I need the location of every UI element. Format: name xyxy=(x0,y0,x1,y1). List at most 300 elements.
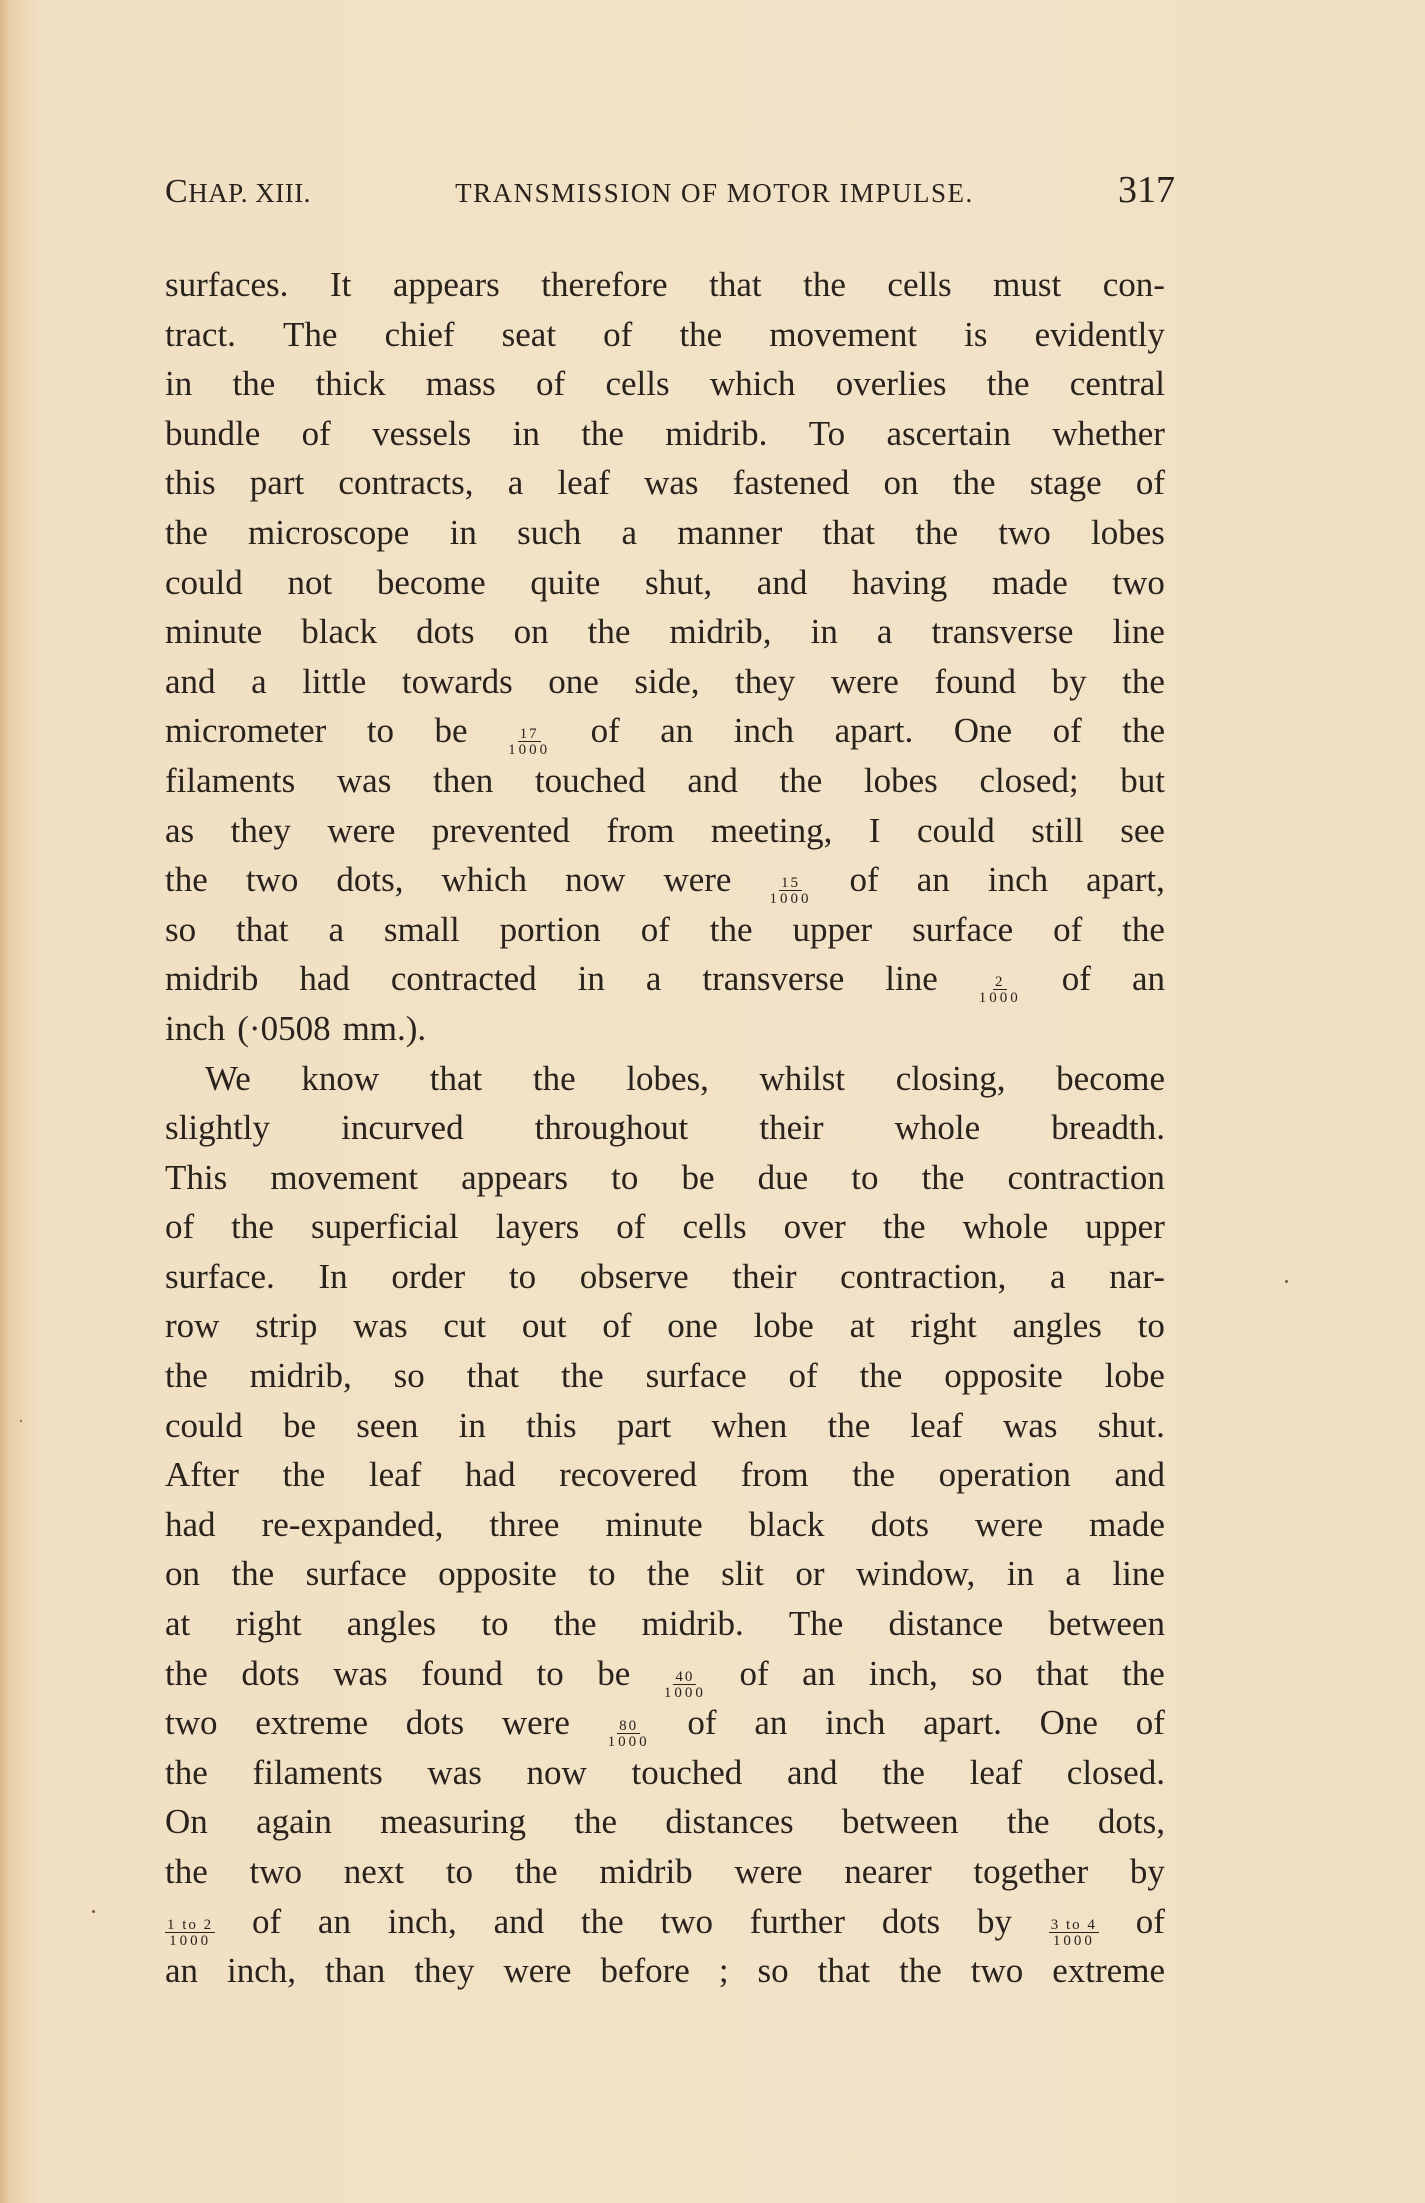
word: next xyxy=(343,1852,405,1891)
fraction-numerator: 17 xyxy=(519,726,539,743)
word: the xyxy=(827,1405,871,1445)
word: were xyxy=(327,810,396,850)
word: seat xyxy=(501,314,557,354)
word: midrib. xyxy=(665,413,768,453)
word: two xyxy=(1112,562,1165,602)
word: midrib xyxy=(165,959,259,999)
word: measuring xyxy=(380,1802,526,1842)
word: minute xyxy=(605,1504,703,1544)
word: so xyxy=(971,1653,1003,1693)
word: which xyxy=(709,364,796,404)
word: small xyxy=(383,909,460,949)
word: midrib, xyxy=(249,1356,352,1396)
text-line xyxy=(165,657,1165,707)
word: window, xyxy=(856,1554,976,1594)
word: the xyxy=(581,413,624,453)
word: and xyxy=(756,562,808,602)
word: be xyxy=(282,1405,317,1445)
word: and xyxy=(687,760,738,800)
word: by xyxy=(976,1901,1012,1941)
word: line xyxy=(1112,1554,1165,1594)
word: the xyxy=(574,1802,618,1842)
word: shut, xyxy=(645,562,713,602)
word: were xyxy=(975,1504,1044,1544)
word: superficial xyxy=(310,1207,459,1247)
word: the xyxy=(1006,1802,1050,1842)
text-line xyxy=(165,1054,1165,1104)
text-line xyxy=(165,706,1165,759)
fraction-denominator: 1000 xyxy=(607,1734,650,1751)
word: from xyxy=(606,810,675,850)
word: the xyxy=(1122,711,1165,751)
word: now xyxy=(526,1752,587,1792)
word: upper xyxy=(1085,1207,1165,1247)
word: an xyxy=(660,711,694,751)
word: the xyxy=(882,1752,925,1792)
word: inch, xyxy=(227,1951,297,1991)
word: of xyxy=(739,1653,769,1693)
word: of xyxy=(788,1356,818,1396)
word: had xyxy=(299,959,350,999)
word: inch xyxy=(733,711,795,751)
word: a xyxy=(1050,1256,1066,1296)
word: still xyxy=(1031,810,1084,850)
word: they xyxy=(414,1951,475,1991)
word: between xyxy=(841,1802,959,1842)
text-line xyxy=(165,1946,1165,1996)
running-header xyxy=(165,168,1175,218)
word: inch, xyxy=(387,1901,457,1941)
word: out xyxy=(521,1306,567,1346)
text-line xyxy=(165,310,1165,360)
word: closed. xyxy=(1066,1752,1165,1792)
word: at xyxy=(165,1604,191,1644)
word: opposite xyxy=(944,1356,1063,1396)
text-line xyxy=(165,1649,1165,1699)
word: the xyxy=(231,1554,275,1594)
word: two xyxy=(660,1901,713,1941)
word: part xyxy=(616,1405,672,1445)
word: line xyxy=(885,959,938,999)
word: slightly xyxy=(165,1108,271,1148)
word: inch xyxy=(987,860,1049,900)
word: distances xyxy=(665,1802,794,1842)
word: of xyxy=(590,711,620,751)
word: filaments xyxy=(252,1752,383,1792)
word: the xyxy=(165,1356,208,1396)
word: The xyxy=(283,314,338,354)
fraction-denominator: 1000 xyxy=(169,1932,212,1949)
text-line xyxy=(165,756,1165,806)
word: opposite xyxy=(438,1554,557,1594)
word: were xyxy=(503,1951,572,1991)
word: transverse xyxy=(931,612,1074,652)
text-line xyxy=(165,1301,1165,1351)
word: black xyxy=(301,612,378,652)
word: that xyxy=(236,909,289,949)
word: to xyxy=(536,1653,564,1693)
word: the xyxy=(282,1455,326,1495)
word: a xyxy=(645,959,662,999)
word: of xyxy=(616,1207,646,1247)
word: mm.). xyxy=(342,1008,427,1048)
word: (·0508 xyxy=(237,1008,331,1048)
word: apart. xyxy=(923,1703,1002,1743)
word: a xyxy=(251,661,267,701)
word: one xyxy=(667,1306,718,1346)
word: towards xyxy=(401,661,513,701)
word: dots xyxy=(870,1504,929,1544)
word: cells xyxy=(605,364,670,404)
word: the xyxy=(165,860,208,900)
word: the xyxy=(587,612,631,652)
word: nar- xyxy=(1109,1256,1165,1296)
word: the xyxy=(921,1157,965,1197)
word: angles xyxy=(346,1604,437,1644)
word: were xyxy=(734,1852,803,1891)
word: know xyxy=(301,1058,380,1098)
word: the xyxy=(1122,909,1165,949)
word: line xyxy=(1112,612,1165,652)
word: a xyxy=(507,463,524,503)
word: to xyxy=(588,1554,616,1594)
word: of xyxy=(687,1703,717,1743)
text-line xyxy=(165,1401,1165,1451)
text-line xyxy=(165,558,1165,608)
word: the xyxy=(952,463,996,503)
word: a xyxy=(328,909,344,949)
word: which xyxy=(441,860,528,900)
word: the xyxy=(231,1207,274,1247)
word: two xyxy=(249,1852,303,1891)
word: dots, xyxy=(336,860,404,900)
word: inch xyxy=(825,1703,886,1743)
word: the xyxy=(165,1653,208,1693)
word: be xyxy=(597,1653,631,1693)
word: so xyxy=(165,909,197,949)
fraction-numerator: 40 xyxy=(675,1668,695,1685)
word: tract. xyxy=(165,314,236,354)
word: little xyxy=(302,661,367,701)
word: in xyxy=(1006,1554,1034,1594)
word: order xyxy=(391,1256,466,1296)
word: the xyxy=(532,1058,576,1098)
word: be xyxy=(681,1157,715,1197)
word: and xyxy=(493,1901,545,1941)
word: nearer xyxy=(844,1852,932,1891)
word: an xyxy=(165,1951,199,1991)
fraction xyxy=(979,975,1021,1005)
word: that xyxy=(709,265,762,304)
word: breadth. xyxy=(1051,1108,1165,1148)
word: their xyxy=(759,1108,824,1148)
word: from xyxy=(740,1455,809,1495)
word: apart. xyxy=(834,711,914,751)
word: a xyxy=(1065,1554,1081,1594)
word: This xyxy=(165,1157,228,1197)
scan-speck xyxy=(1285,1280,1288,1283)
word: the xyxy=(165,1752,208,1792)
word: angles xyxy=(1012,1306,1102,1346)
word: ; xyxy=(718,1951,729,1991)
word: layers xyxy=(495,1207,580,1247)
word: the xyxy=(560,1356,604,1396)
word: two xyxy=(998,512,1051,552)
word: cells xyxy=(887,265,952,304)
word: touched xyxy=(534,760,646,800)
word: cut xyxy=(443,1306,487,1346)
word: the xyxy=(709,909,753,949)
word: filaments xyxy=(165,760,296,800)
word: lobe xyxy=(1104,1356,1165,1396)
word: on xyxy=(165,1554,200,1594)
word: the xyxy=(915,512,958,552)
word: the xyxy=(852,1455,896,1495)
text-line xyxy=(165,1599,1165,1649)
scan-speck xyxy=(20,1420,22,1422)
word: by xyxy=(1129,1852,1165,1891)
word: in xyxy=(577,959,605,999)
word: is xyxy=(964,314,988,354)
text-line xyxy=(165,954,1165,1007)
word: strip xyxy=(255,1306,318,1346)
word: of xyxy=(251,1901,282,1941)
word: touched xyxy=(631,1752,743,1792)
page-number: 317 xyxy=(1118,169,1175,211)
fraction xyxy=(165,1918,215,1948)
word: apart, xyxy=(1086,860,1165,900)
word: We xyxy=(205,1058,251,1098)
word: had xyxy=(464,1455,516,1495)
word: the xyxy=(165,512,208,552)
text-line xyxy=(165,458,1165,508)
word: mass xyxy=(425,364,496,404)
word: found xyxy=(934,661,1017,701)
word: be xyxy=(434,711,468,751)
word: dots, xyxy=(1097,1802,1165,1842)
word: inch, xyxy=(868,1653,938,1693)
word: recovered xyxy=(559,1455,698,1495)
word: One xyxy=(953,711,1013,751)
text-line xyxy=(165,260,1165,310)
word: by xyxy=(1051,661,1087,701)
word: the xyxy=(899,1951,942,1991)
word: closed; xyxy=(979,760,1079,800)
word: dots xyxy=(416,612,475,652)
word: upper xyxy=(792,909,873,949)
word: whole xyxy=(894,1108,981,1148)
word: evidently xyxy=(1034,314,1165,354)
word: shut. xyxy=(1097,1405,1165,1445)
word: of xyxy=(602,1306,632,1346)
word: so xyxy=(757,1951,789,1991)
fraction xyxy=(508,727,550,757)
word: minute xyxy=(165,612,263,652)
word: as xyxy=(165,810,195,850)
word: their xyxy=(732,1256,797,1296)
word: was xyxy=(333,1653,388,1693)
word: contracted xyxy=(390,959,537,999)
fraction xyxy=(770,876,812,906)
word: of xyxy=(536,364,566,404)
word: in xyxy=(458,1405,486,1445)
word: portion xyxy=(499,909,601,949)
word: in xyxy=(512,413,540,453)
fraction xyxy=(1049,1918,1099,1948)
word: surface xyxy=(912,909,1014,949)
word: the xyxy=(1122,661,1165,701)
word: lobes xyxy=(1090,512,1165,552)
word: the xyxy=(165,1852,208,1891)
word: stage xyxy=(1029,463,1102,503)
word: of xyxy=(1135,463,1165,503)
text-line xyxy=(165,1549,1165,1599)
word: to xyxy=(851,1157,879,1197)
word: manner xyxy=(677,512,783,552)
text-line xyxy=(165,359,1165,409)
fraction-numerator: 1 to 2 xyxy=(167,1916,214,1933)
word: to xyxy=(445,1852,474,1891)
text-line xyxy=(165,1252,1165,1302)
word: to xyxy=(611,1157,639,1197)
word: I xyxy=(868,810,881,850)
text-line xyxy=(165,1153,1165,1203)
word: black xyxy=(748,1504,825,1544)
word: the xyxy=(779,760,823,800)
word: the xyxy=(553,1604,597,1644)
word: chief xyxy=(384,314,455,354)
fraction-numerator: 80 xyxy=(619,1718,639,1735)
word: leaf xyxy=(969,1752,1023,1792)
fraction-denominator: 1000 xyxy=(769,891,812,908)
word: a xyxy=(876,612,893,652)
word: the xyxy=(1122,1653,1165,1693)
text-line xyxy=(165,1103,1165,1153)
word: operation xyxy=(938,1455,1071,1495)
word: right xyxy=(910,1306,977,1346)
word: to xyxy=(508,1256,537,1296)
word: extreme xyxy=(255,1703,368,1743)
word: meeting, xyxy=(710,810,833,850)
word: on xyxy=(883,463,919,503)
word: the xyxy=(580,1901,624,1941)
word: whilst xyxy=(759,1058,846,1098)
word: at xyxy=(849,1306,875,1346)
word: right xyxy=(235,1604,302,1644)
word: It xyxy=(329,265,352,304)
word: of xyxy=(301,413,331,453)
word: but xyxy=(1120,760,1165,800)
word: were xyxy=(501,1703,570,1743)
text-line xyxy=(165,1202,1165,1252)
word: that xyxy=(429,1058,483,1098)
word: midrib xyxy=(599,1852,693,1891)
word: made xyxy=(1089,1504,1165,1544)
word: central xyxy=(1069,364,1165,404)
word: prevented xyxy=(431,810,570,850)
text-line xyxy=(165,1847,1165,1897)
word: become xyxy=(376,562,486,602)
word: the xyxy=(859,1356,903,1396)
word: row xyxy=(165,1306,220,1346)
text-line xyxy=(165,409,1165,459)
word: of xyxy=(165,1207,195,1247)
word: distance xyxy=(888,1604,1004,1644)
text-line xyxy=(165,855,1165,908)
word: of xyxy=(1135,1703,1165,1743)
word: In xyxy=(318,1256,348,1296)
word: or xyxy=(795,1554,825,1594)
word: midrib, xyxy=(669,612,772,652)
word: to xyxy=(1137,1306,1165,1346)
word: must xyxy=(993,265,1062,304)
word: the xyxy=(679,314,723,354)
word: appears xyxy=(461,1157,569,1197)
word: fastened xyxy=(732,463,850,503)
running-title: TRANSMISSION OF MOTOR IMPULSE. xyxy=(455,178,974,208)
word: thick xyxy=(315,364,386,404)
text-line xyxy=(165,1004,1165,1054)
word: surfaces. xyxy=(165,265,289,304)
word: of xyxy=(640,909,670,949)
fraction xyxy=(608,1719,650,1749)
word: contraction xyxy=(1007,1157,1165,1197)
word: the xyxy=(232,364,276,404)
text-line xyxy=(165,607,1165,657)
word: whether xyxy=(1052,413,1165,453)
word: made xyxy=(991,562,1068,602)
word: on xyxy=(513,612,549,652)
word: one xyxy=(548,661,599,701)
word: such xyxy=(517,512,582,552)
fraction-denominator: 1000 xyxy=(508,742,551,759)
word: closing, xyxy=(895,1058,1006,1098)
word: was xyxy=(644,463,699,503)
word: part xyxy=(249,463,305,503)
word: had xyxy=(165,1504,216,1544)
word: of xyxy=(1061,959,1091,999)
word: the xyxy=(646,1554,690,1594)
fraction-numerator: 15 xyxy=(781,875,800,892)
scan-speck xyxy=(92,1910,95,1913)
word: could xyxy=(917,810,995,850)
text-line xyxy=(165,905,1165,955)
chapter-label: CHAP. XIII. xyxy=(165,173,311,210)
word: dots xyxy=(241,1653,300,1693)
word: lobe xyxy=(753,1306,814,1346)
word: were xyxy=(663,860,732,900)
word: con- xyxy=(1102,265,1165,304)
word: slit xyxy=(721,1554,764,1594)
word: and xyxy=(786,1752,838,1792)
word: ascertain xyxy=(886,413,1011,453)
word: to xyxy=(366,711,395,751)
word: were xyxy=(830,661,899,701)
word: and xyxy=(165,661,216,701)
word: leaf xyxy=(557,463,610,503)
word: of xyxy=(1052,711,1082,751)
word: throughout xyxy=(534,1108,689,1148)
word: together xyxy=(973,1852,1089,1891)
word: when xyxy=(711,1405,788,1445)
word: observe xyxy=(579,1256,689,1296)
word: The xyxy=(788,1604,844,1644)
word: could xyxy=(165,1405,243,1445)
word: an xyxy=(802,1653,836,1693)
fraction xyxy=(664,1670,706,1700)
word: they xyxy=(230,810,291,850)
text-line xyxy=(165,1450,1165,1500)
